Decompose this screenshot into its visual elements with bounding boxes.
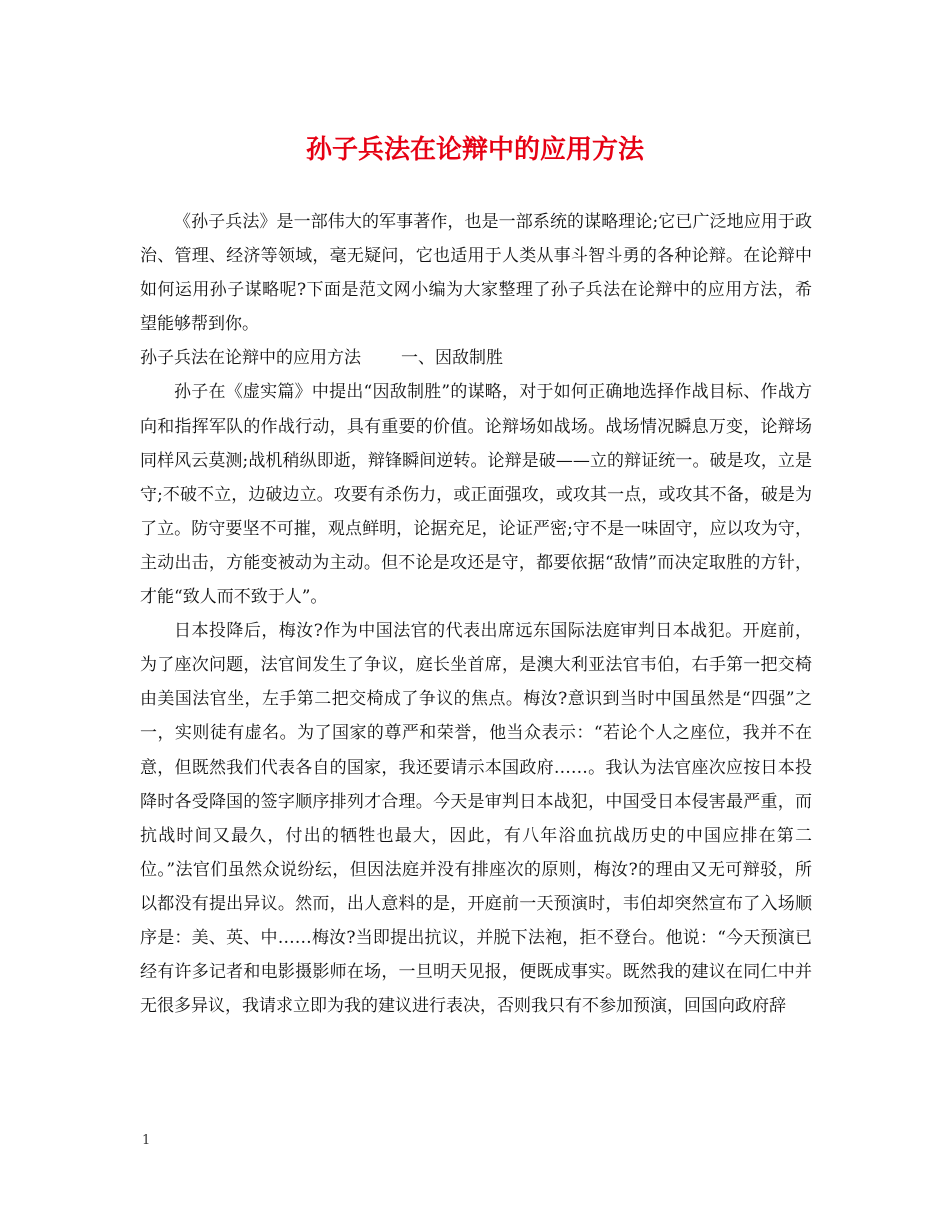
- document-title: 孙子兵法在论辩中的应用方法: [305, 135, 644, 165]
- section-heading: 一、因敌制胜: [401, 348, 503, 369]
- document-body: [140, 205, 812, 1023]
- intro-paragraph: 《孙子兵法》是一部伟大的军事著作，也是一部系统的谋略理论;它已广泛地应用于政治、管理、经济等领域，毫无疑问，它也适用于人类从事斗智斗勇的各种论辩。在论辩中如何运用孙子谋略呢?下面是范文网小编为大家整理了孙子兵法在论辩中的应用方法，希望能够帮到你。: [140, 212, 812, 335]
- page-number: 1: [142, 1133, 151, 1148]
- body-paragraph-2: 日本投降后，梅汝?作为中国法官的代表出席远东国际法庭审判日本战犯。开庭前，为了座次问题，法官间发生了争议，庭长坐首席，是澳大利亚法官韦伯，右手第一把交椅由美国法官坐，左手第二把交椅成了争议的焦点。梅汝?意识到当时中国虽然是“四强”之一，实则徒有虚名。为了国家的尊严和荣誉，他当众表示：“若论个人之座位，我并不在意，但既然我们代表各自的国家，我还要请示本国政府……。我认为法官座次应按日本投降时各受降国的签字顺序排列才合理。今天是审判日本战犯，中国受日本侵害最严重，而抗战时间又最久，付出的牺牲也最大，因此，有八年浴血抗战历史的中国应排在第二位。”法官们虽然众说纷纭，但因法庭并没有排座次的原则，梅汝?的理由又无可辩驳，所以都没有提出异议。然而，出人意料的是，开庭前一天预演时，韦伯却突然宣布了入场顺序是：美、英、中……梅汝?当即提出抗议，并脱下法袍，拒不登台。他说：“今天预演已经有许多记者和电影摄影师在场，一旦明天见报，便既成事实。既然我的建议在同仁中并无很多异议，我请求立即为我的建议进行表决，否则我只有不参加预演，回国向政府辞: [140, 621, 812, 1017]
- body-paragraph-1: 孙子在《虚实篇》中提出“因敌制胜”的谋略，对于如何正确地选择作战目标、作战方向和指挥军队的作战行动，具有重要的价值。论辩场如战场。战场情况瞬息万变，论辩场同样风云莫测;战机稍纵即逝，辩锋瞬间逆转。论辩是破——立的辩证统一。破是攻，立是守;不破不立，边破边立。攻要有杀伤力，或正面强攻，或攻其一点，或攻其不备，破是为了立。防守要坚不可摧，观点鲜明，论据充足，论证严密;守不是一味固守，应以攻为守，主动出击，方能变被动为主动。但不论是攻还是守，都要依据“敌情”而决定取胜的方针，才能“致人而不致于人”。: [140, 382, 812, 608]
- section-heading-line: [140, 341, 812, 375]
- section-label: 孙子兵法在论辩中的应用方法: [140, 348, 361, 369]
